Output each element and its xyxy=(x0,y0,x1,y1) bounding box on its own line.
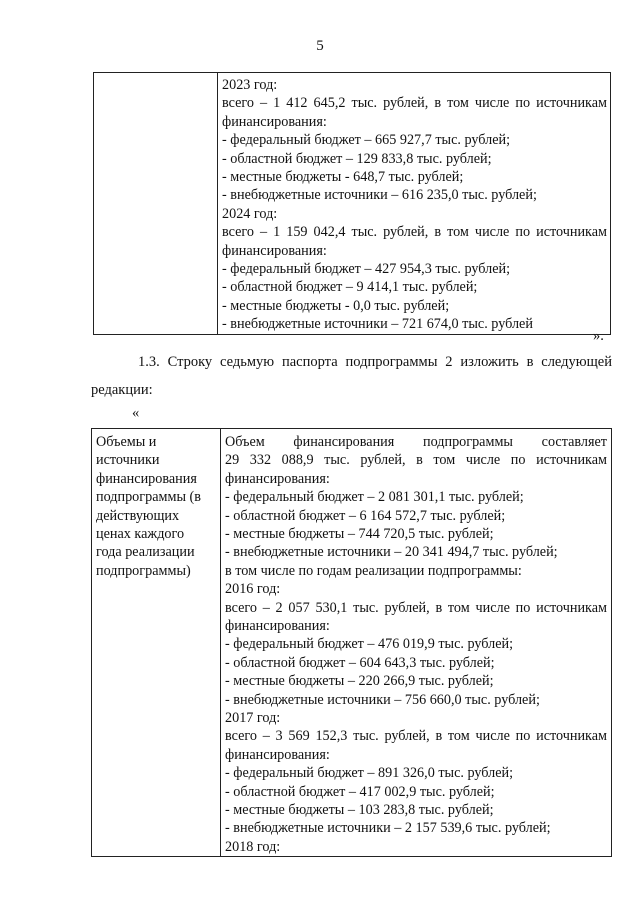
text-line: - внебюджетные источники – 616 235,0 тыс. рублей; xyxy=(222,187,537,204)
text-line: - областной бюджет – 6 164 572,7 тыс. рублей; xyxy=(225,507,506,524)
text-line: - внебюджетные источники – 721 674,0 тыс. рублей xyxy=(222,316,533,333)
text-line: финансирования: xyxy=(222,242,327,259)
table-row xyxy=(94,73,611,335)
page-number: 5 xyxy=(316,38,324,54)
opening-quote: « xyxy=(132,405,140,421)
label-line: финансирования xyxy=(96,470,197,487)
label-line: года реализации xyxy=(96,544,195,561)
label-cell xyxy=(92,429,221,857)
financing-table-new xyxy=(91,428,612,857)
text-line: - областной бюджет – 9 414,1 тыс. рублей; xyxy=(222,279,478,296)
text-line: 2018 год: xyxy=(225,838,281,855)
text-line: - федеральный бюджет – 2 081 301,1 тыс. рублей; xyxy=(225,489,524,506)
financing-details-cell xyxy=(218,73,611,335)
text-line: 2017 год: xyxy=(225,710,281,727)
text-line: 2023 год: xyxy=(222,77,278,93)
text-line: - областной бюджет – 417 002,9 тыс. рублей; xyxy=(225,783,495,800)
label-line: ценах каждого xyxy=(96,526,185,543)
text-line: финансирования: xyxy=(225,618,330,635)
text-line: - местные бюджеты – 220 266,9 тыс. рублей; xyxy=(225,673,494,690)
label-line: подпрограммы) xyxy=(96,562,191,579)
label-line: подпрограммы (в xyxy=(96,489,201,506)
text-line: - местные бюджеты - 0,0 тыс. рублей; xyxy=(222,297,450,314)
label-line: источники xyxy=(96,452,160,469)
amendment-paragraph-line-1: 1.3. Строку седьмую паспорта подпрограммы 2 изложить в следующей xyxy=(138,354,612,370)
text-line: финансирования: xyxy=(225,746,330,763)
text-line: - местные бюджеты – 744 720,5 тыс. рублей; xyxy=(225,526,494,542)
label-cell-empty xyxy=(94,73,218,335)
table-row xyxy=(92,429,612,857)
text-line: финансирования: xyxy=(222,113,327,130)
text-line: всего – 1 159 042,4 тыс. рублей, в том числе по источникам xyxy=(222,224,607,241)
text-line: финансирования: xyxy=(225,470,330,487)
text-line: - областной бюджет – 604 643,3 тыс. рублей; xyxy=(225,654,495,671)
text-line: - федеральный бюджет – 427 954,3 тыс. рублей; xyxy=(222,261,511,278)
text-line: 2016 год: xyxy=(225,581,281,598)
text-line: - местные бюджеты – 103 283,8 тыс. рублей; xyxy=(225,802,494,819)
text-line: 29 332 088,9 тыс. рублей, в том числе по источникам xyxy=(225,452,607,469)
text-line: всего – 3 569 152,3 тыс. рублей, в том числе по источникам xyxy=(225,728,607,745)
text-line: - внебюджетные источники – 756 660,0 тыс. рублей; xyxy=(225,691,540,708)
text-line: в том числе по годам реализации подпрограммы: xyxy=(225,562,522,579)
text-line: - областной бюджет – 129 833,8 тыс. рублей; xyxy=(222,150,492,167)
text-line: всего – 1 412 645,2 тыс. рублей, в том числе по источникам xyxy=(222,95,607,112)
closing-quote: ». xyxy=(593,328,604,344)
text-line: - федеральный бюджет – 665 927,7 тыс. рублей; xyxy=(222,132,511,149)
text-line: - внебюджетные источники – 20 341 494,7 тыс. рублей; xyxy=(225,544,558,561)
text-line: - внебюджетные источники – 2 157 539,6 тыс. рублей; xyxy=(225,820,551,837)
label-line: действующих xyxy=(96,507,180,524)
text-line: - местные бюджеты - 648,7 тыс. рублей; xyxy=(222,169,464,186)
financing-table-continued xyxy=(93,72,611,335)
text-line: 2024 год: xyxy=(222,205,278,222)
financing-details-cell xyxy=(221,429,612,857)
amendment-paragraph-line-2: редакции: xyxy=(91,382,153,398)
text-line: - федеральный бюджет – 476 019,9 тыс. рублей; xyxy=(225,636,514,653)
text-line: Объем финансирования подпрограммы составляет xyxy=(225,434,607,450)
label-text xyxy=(94,73,217,76)
text-line: - федеральный бюджет – 891 326,0 тыс. рублей; xyxy=(225,765,514,782)
label-line: Объемы и xyxy=(96,434,157,450)
text-line: всего – 2 057 530,1 тыс. рублей, в том числе по источникам xyxy=(225,599,607,616)
